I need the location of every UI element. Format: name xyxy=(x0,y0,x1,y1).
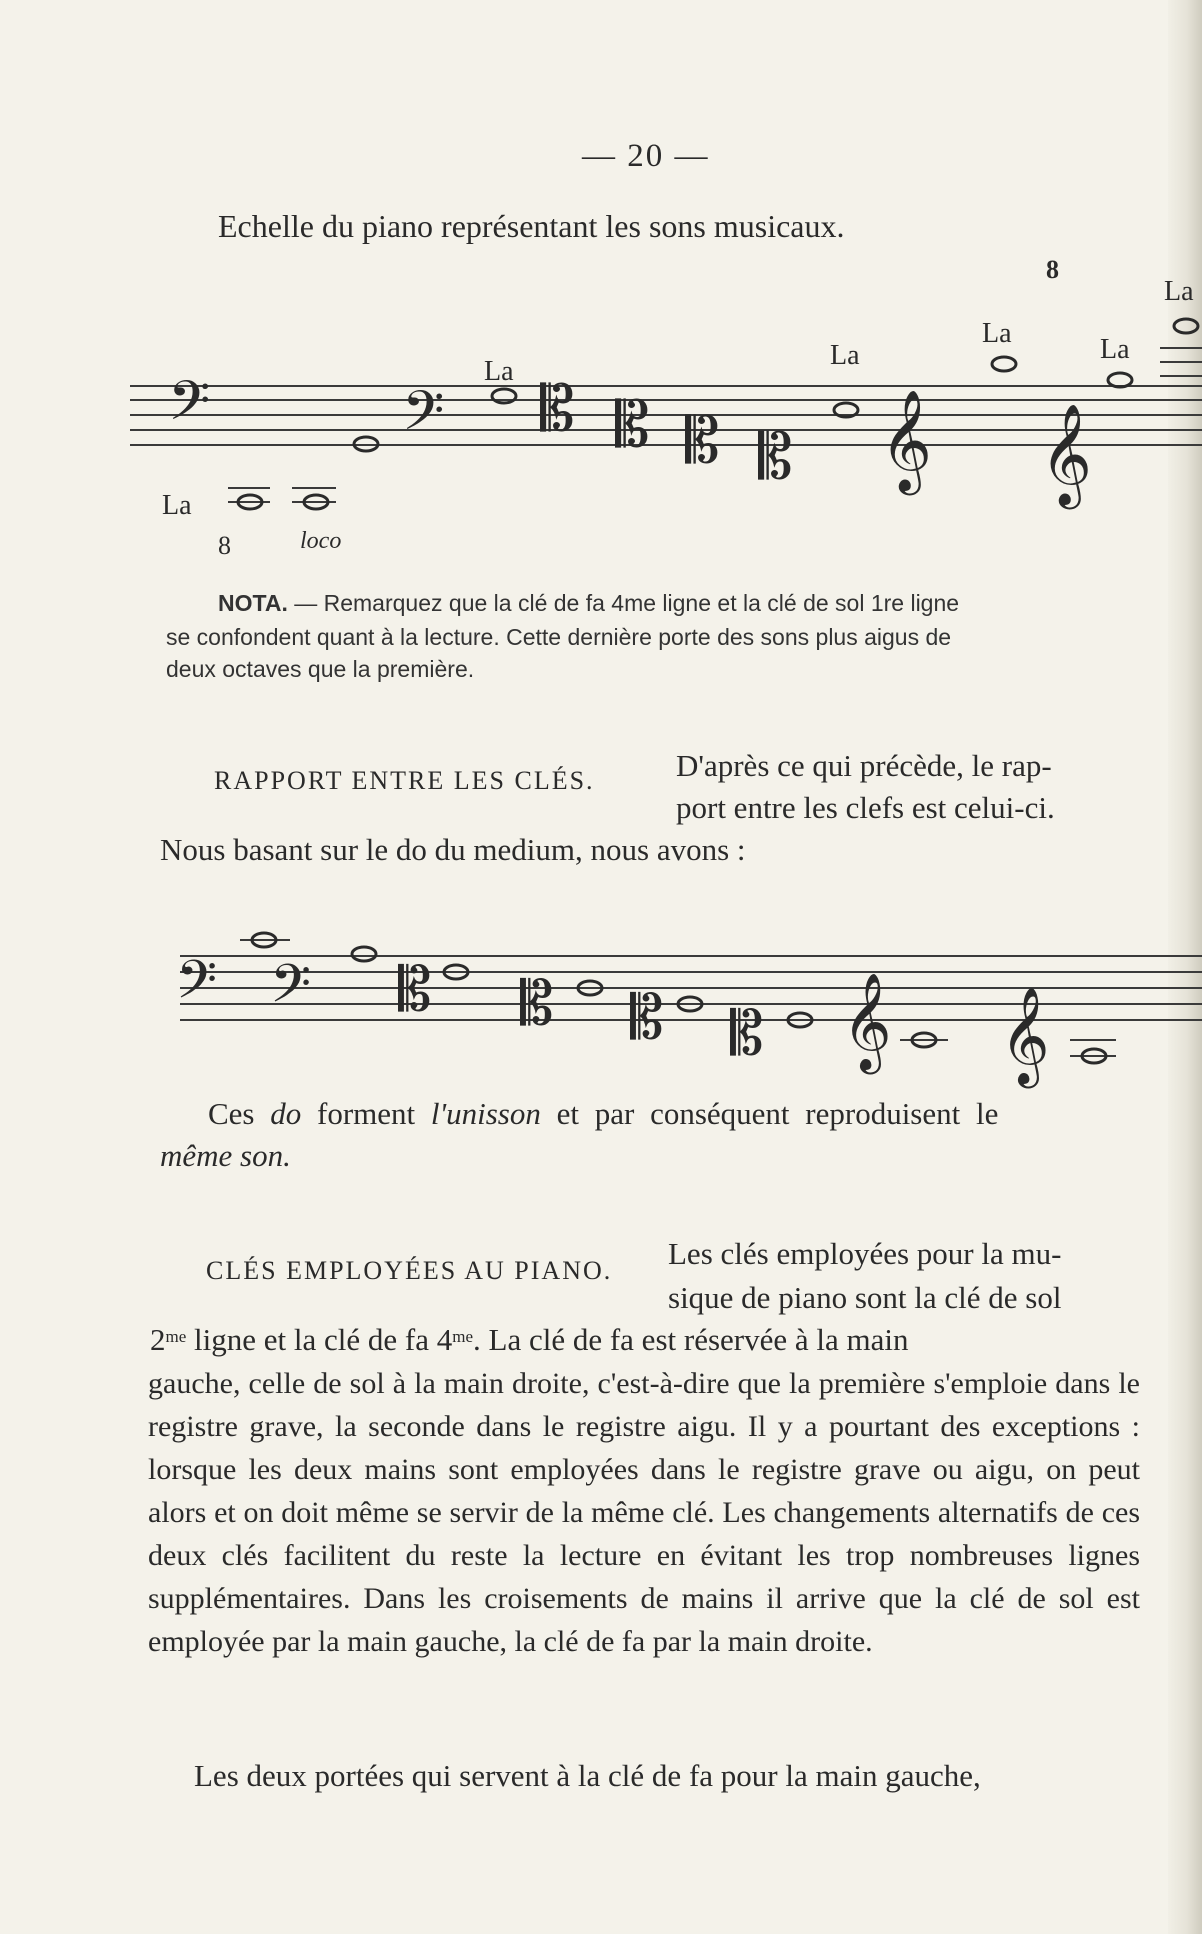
unisson-text: forment xyxy=(317,1096,416,1131)
unisson-line-2: même son. xyxy=(160,1138,291,1173)
section-heading-cles: CLÉS EMPLOYÉES AU PIANO. xyxy=(206,1256,613,1285)
nota-line-3: deux octaves que la première. xyxy=(166,656,475,682)
loco-marker: loco xyxy=(300,528,342,554)
label-la: La xyxy=(830,340,860,371)
mezzo-clef-icon: 𝄡 xyxy=(730,999,764,1069)
cles-text: . La clé de fa est réservée à la main xyxy=(473,1322,909,1357)
label-la: La xyxy=(1100,334,1130,365)
section-heading-rapport: RAPPORT ENTRE LES CLÉS. xyxy=(214,766,595,795)
cles-line-2: sique de piano sont la clé de sol xyxy=(668,1280,1062,1315)
rapport-line-1: D'après ce qui précède, le rap- xyxy=(676,748,1052,783)
cles-paragraph-text: gauche, celle de sol à la main droite, c'est-à-dire que la première s'emploie dans le registre grave, la seconde dans le registre aigu. Il y a pourtant des exceptions : lorsque les deux mains sont employées dans le registre grave ou aigu, on peut alors et on doit même se servir de la même clé. Les changements alternatifs de ces deux clés facilitent du reste la lecture en évitant les trop nombreuses lignes supplémentaires. Dans les croisements de mains il arrive que la clé de sol est employée par la main gauche, la clé de fa par la main droite. xyxy=(148,1367,1140,1658)
label-la: La xyxy=(162,490,192,521)
treble-clef-icon: 𝄞 xyxy=(880,388,933,491)
bass-clef-icon: 𝄢 xyxy=(402,379,445,456)
tenor-clef-icon: 𝄡 xyxy=(520,969,554,1039)
page-number: — 20 — xyxy=(582,138,710,174)
soprano-clef-icon: 𝄡 xyxy=(685,404,720,477)
cles-line-3 xyxy=(150,1318,908,1361)
staff-lines xyxy=(130,348,1202,502)
scale-heading: Echelle du piano représentant les sons musicaux. xyxy=(218,208,845,244)
nota-lead: NOTA. xyxy=(218,590,288,616)
notes xyxy=(238,319,1198,509)
superscript: me xyxy=(452,1327,474,1346)
treble-clef-icon: 𝄞 xyxy=(842,972,892,1070)
rapport-line-3: Nous basant sur le do du medium, nous avons : xyxy=(160,832,746,867)
treble-clef-icon: 𝄞 xyxy=(1040,402,1093,505)
unisson-line-1 xyxy=(208,1092,998,1135)
cles-line-1: Les clés employées pour la mu- xyxy=(668,1236,1062,1271)
alto-clef-icon: 𝄡 xyxy=(398,955,432,1025)
mezzo-clef-icon: 𝄡 xyxy=(758,420,793,493)
bass-clef-icon: 𝄢 xyxy=(270,954,312,1028)
cles-text: 2 xyxy=(150,1322,166,1357)
cles-paragraph xyxy=(148,1362,1140,1663)
bass-clef-icon: 𝄢 xyxy=(176,950,218,1024)
unisson-term: l'unisson xyxy=(430,1096,541,1131)
staff-lines xyxy=(180,940,1202,1056)
label-la: La xyxy=(484,356,514,387)
label-la: La xyxy=(982,318,1012,349)
octave-marker: 8 xyxy=(1046,255,1059,284)
soprano-clef-icon: 𝄡 xyxy=(630,983,664,1053)
notes xyxy=(252,933,1106,1063)
unisson-do: do xyxy=(270,1096,302,1131)
unisson-text: Ces xyxy=(208,1096,255,1131)
bass-clef-icon: 𝄢 xyxy=(168,369,211,446)
label-la: La xyxy=(1164,276,1194,307)
nota-text: — Remarquez que la clé de fa 4me ligne et la clé de sol 1re ligne xyxy=(287,590,960,616)
cles-text: ligne et la clé de fa 4 xyxy=(186,1322,453,1357)
nota-line-1 xyxy=(218,590,959,617)
tenor-clef-icon: 𝄡 xyxy=(615,388,650,461)
superscript: me xyxy=(165,1327,187,1346)
cles-last-line: Les deux portées qui servent à la clé de fa pour la main gauche, xyxy=(194,1758,981,1793)
unisson-text: et par conséquent reproduisent le xyxy=(556,1096,999,1131)
nota-line-2: se confondent quant à la lecture. Cette dernière porte des sons plus aigus de xyxy=(166,624,952,650)
treble-clef-icon: 𝄞 xyxy=(1000,986,1050,1084)
alto-clef-icon: 𝄡 xyxy=(540,372,575,445)
rapport-line-2: port entre les clefs est celui-ci. xyxy=(676,790,1055,825)
octave-marker: 8 xyxy=(218,531,231,560)
